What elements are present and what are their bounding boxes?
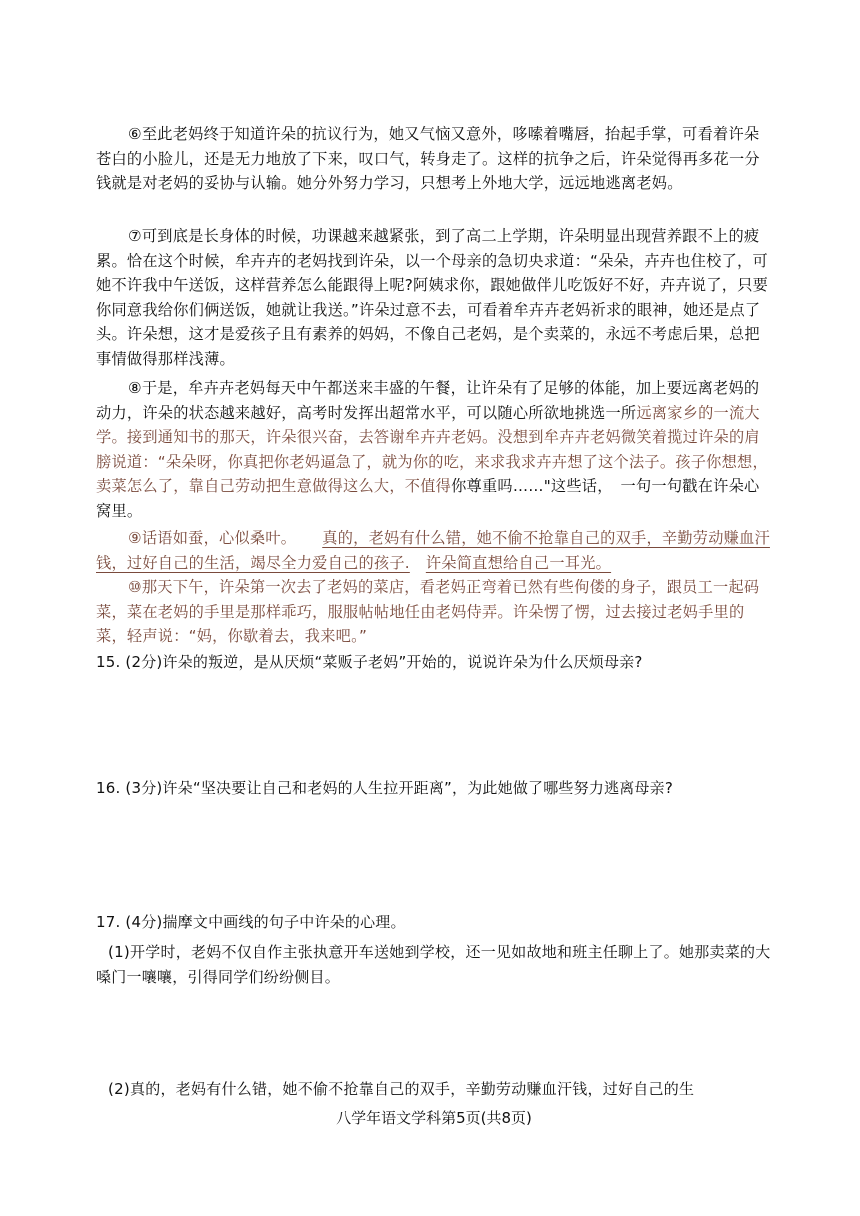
paragraph-8-part-1: ⑧于是，牟卉卉老妈每天中午都送来丰盛的午餐，让许朵有了足够的体能，加上要远离老妈的动力，许朵的状态越来越好，高考时发挥出超常水平，可以随心所欲地挑选一所 xyxy=(96,379,760,422)
paragraph-8 xyxy=(96,376,772,524)
question-17-part-2: (2)真的，老妈有什么错，她不偷不抢靠自己的双手，辛勤劳动赚血汗钱，过好自己的生 xyxy=(108,1080,695,1098)
question-16: 16. (3分)许朵“坚决要让自己和老妈的人生拉开距离”，为此她做了哪些努力逃离母亲? xyxy=(96,779,673,797)
paragraph-9-lead: ⑨话语如蚕，心似桑叶。 xyxy=(128,529,297,547)
question-17-part-1: (1)开学时，老妈不仅自作主张执意开车送她到学校，还一见如故地和班主任聊上了。她那卖菜的大嗓门一嚷嚷，引得同学们纷纷侧目。 xyxy=(96,943,771,986)
paragraph-9 xyxy=(96,526,772,575)
paragraph-6: ⑥至此老妈终于知道许朵的抗议行为，她又气恼又意外，哆嗦着嘴唇，抬起手掌，可看着许朵苍白的小脸儿，还是无力地放了下来，叹口气，转身走了。这样的抗争之后，许朵觉得再多花一分钱就是对老妈的妥协与认输。她分外努力学习，只想考上外地大学，远远地逃离老妈。 xyxy=(96,125,760,193)
paragraph-8-part-3: 你尊重吗……"这些话， 一句一句戳在许朵心窝里。 xyxy=(96,477,760,520)
paragraph-8-part-2: 远离家乡的一流大学。接到通知书的那天，许朵很兴奋，去答谢牟卉卉老妈。没想到牟卉卉老妈微笑着揽过许朵的肩膀说道：“朵朵呀，你真把你老妈逼急了，就为你的吃，来求我求卉卉想了这个法子。孩子你想想，卖菜怎么了，靠自己劳动把生意做得这么大，不值得 xyxy=(96,403,768,496)
question-17: 17. (4分)揣摩文中画线的句子中许朵的心理。 xyxy=(96,913,406,931)
paragraph-9-tail: 许朵简直想给自己一耳光。 xyxy=(425,553,612,572)
underlined-sentence: 真的，老妈有什么错，她不偷不抢靠自己的双手，辛勤劳动赚血汗钱，过好自己的生活，竭尽全力爱自己的孩子. xyxy=(96,529,770,572)
question-15: 15. (2分)许朵的叛逆，是从厌烦“菜贩子老妈”开始的，说说许朵为什么厌烦母亲? xyxy=(96,653,643,671)
page-footer: 八学年语文学科第5页(共8页) xyxy=(336,1109,532,1127)
paragraph-10: ⑩那天下午，许朵第一次去了老妈的菜店，看老妈正弯着已然有些佝偻的身子，跟员工一起码菜，菜在老妈的手里是那样乖巧，服服帖帖地任由老妈侍弄。许朵愣了愣，过去接过老妈手里的菜，轻声说：“妈，你歇着去，我来吧。” xyxy=(96,578,760,646)
paragraph-7: ⑦可到底是长身体的时候，功课越来越紧张，到了高二上学期，许朵明显出现营养跟不上的疲累。恰在这个时候，牟卉卉的老妈找到许朵，以一个母亲的急切央求道：“朵朵，卉卉也住校了，可她不许我中午送饭，这样营养怎么能跟得上呢?阿姨求你，跟她做伴儿吃饭好不好，卉卉说了，只要你同意我给你们俩送饭，她就让我送。”许朵过意不去，可看着牟卉卉老妈祈求的眼神，她还是点了头。许朵想，这才是爱孩子且有素养的妈妈，不像自己老妈，是个卖菜的，永远不考虑后果，总把事情做得那样浅薄。 xyxy=(96,227,769,368)
